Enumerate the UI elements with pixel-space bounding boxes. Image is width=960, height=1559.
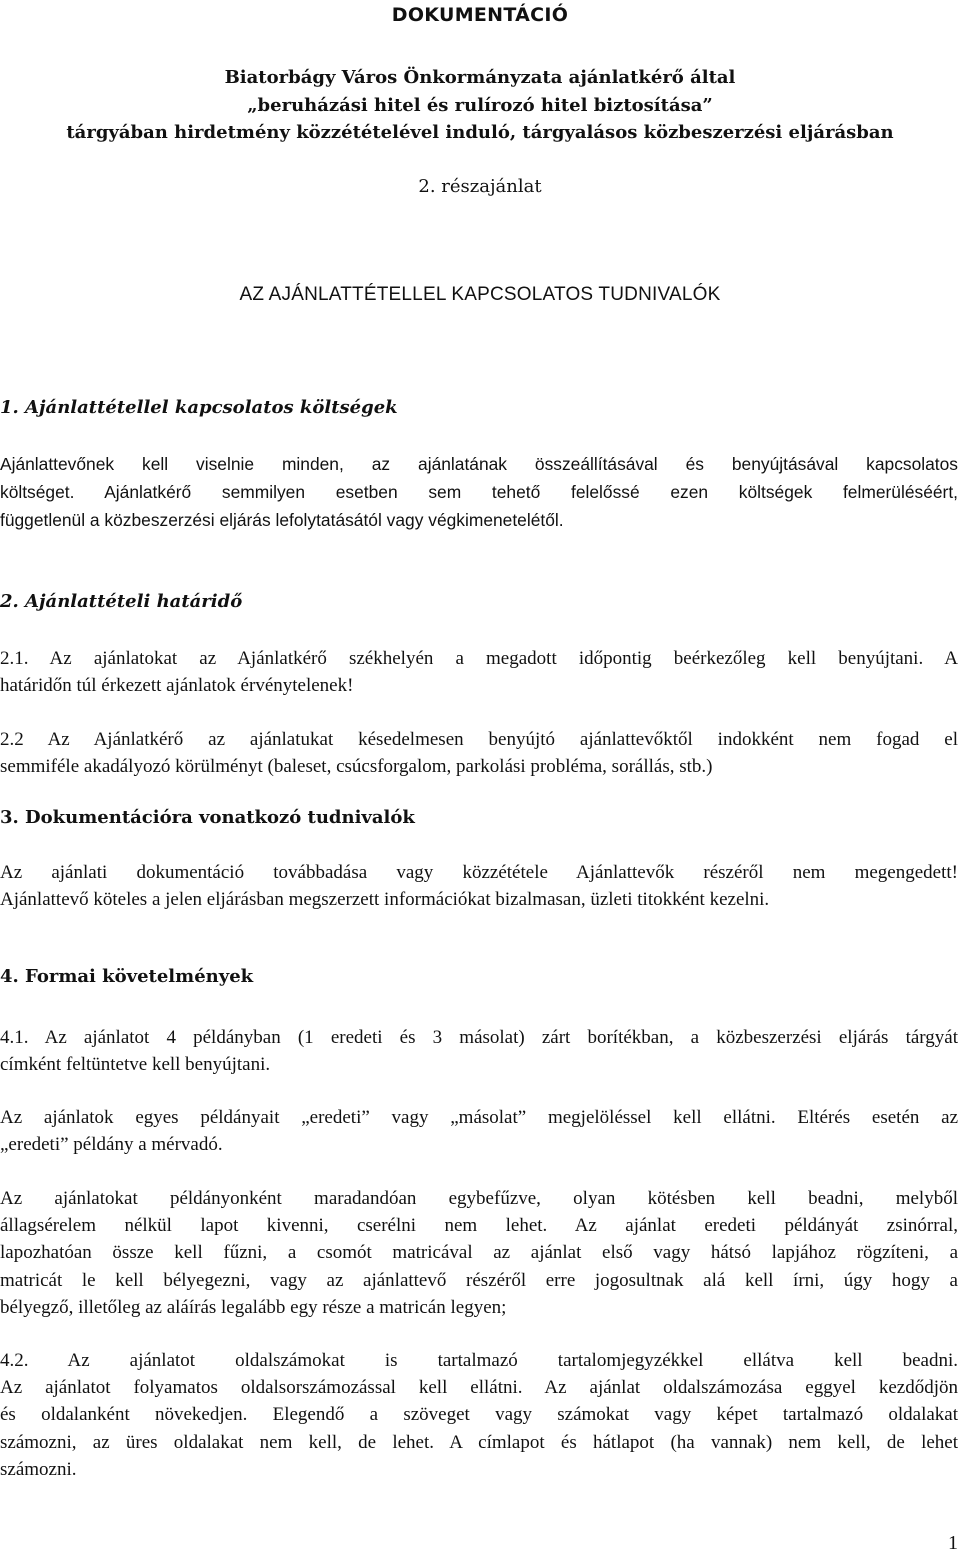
part-label: 2. részajánlat <box>418 176 542 197</box>
paragraph-costs <box>0 450 958 534</box>
text-line: számozni. <box>0 1458 77 1480</box>
text-line: költséget. Ajánlatkérő semmilyen esetben sem tehető felelőssé ezen költségek felmerüléséért, <box>0 482 958 502</box>
paragraph-4-2 <box>0 1347 958 1483</box>
section-heading-formal-requirements: 4. Formai követelmények <box>0 966 254 987</box>
text-line: Ajánlattevőnek kell viselnie minden, az ajánlatának összeállításával és benyújtásával kapcsolatos <box>0 454 958 474</box>
intro-line-procedure: tárgyában hirdetmény közzétételével induló, tárgyalásos közbeszerzési eljárásban <box>66 122 894 143</box>
text-line: Az ajánlatot folyamatos oldalsorszámozással kell ellátni. Az ajánlat oldalszámozása eggyel kezdődjön <box>0 1377 958 1399</box>
paragraph-documentation <box>0 859 958 913</box>
text-line: semmiféle akadályozó körülményt (baleset, csúcsforgalom, parkolási probléma, sorállás, stb.) <box>0 756 713 778</box>
text-line: bélyegző, illetőleg az aláírás legalább egy része a matricán legyen; <box>0 1296 507 1318</box>
text-line: számozni, az üres oldalakat nem kell, de lehet. A címlapot és hátlapot (ha vannak) nem kell, de lehet <box>0 1431 958 1453</box>
text-line: Az ajánlatokat példányonként maradandóan egybefűzve, olyan kötésben kell beadni, melyből <box>0 1188 958 1209</box>
text-line: 4.2. Az ajánlatot oldalszámokat is tartalmazó tartalomjegyzékkel ellátva kell beadni. <box>0 1350 958 1371</box>
paragraph-2-2 <box>0 726 958 780</box>
section-heading-costs: 1. Ajánlattétellel kapcsolatos költségek <box>0 397 398 418</box>
text-line: függetlenül a közbeszerzési eljárás lefolytatásától vagy végkimenetelétől. <box>0 510 564 530</box>
text-line: 4.1. Az ajánlatot 4 példányban (1 eredeti és 3 másolat) zárt borítékban, a közbeszerzési eljárás tárgyát <box>0 1027 958 1048</box>
section-heading-deadline: 2. Ajánlattételi határidő <box>0 591 243 612</box>
section-heading-documentation: 3. Dokumentációra vonatkozó tudnivalók <box>0 807 415 828</box>
text-line: Az ajánlatok egyes példányait „eredeti” vagy „másolat” megjelöléssel kell ellátni. Eltérés esetén az <box>0 1107 958 1128</box>
text-line: matricát le kell bélyegezni, vagy az ajánlattevő részéről erre jogosultnak alá kell írni, úgy hogy a <box>0 1269 958 1291</box>
intro-line-subject: „beruházási hitel és rulírozó hitel biztosítása” <box>247 95 713 116</box>
text-line: „eredeti” példány a mérvadó. <box>0 1134 223 1156</box>
text-line: 2.2 Az Ajánlatkérő az ajánlatukat késedelmesen benyújtó ajánlattevőktől indokként nem fogad el <box>0 729 958 750</box>
text-line: állagsérelem nélkül lapot kivenni, cserélni nem lehet. Az ajánlat eredeti példányát zsinórral, <box>0 1215 958 1237</box>
paragraph-4-1 <box>0 1024 958 1078</box>
section-subtitle: AZ AJÁNLATTÉTELLEL KAPCSOLATOS TUDNIVALÓK <box>239 284 721 305</box>
paragraph-2-1 <box>0 645 958 699</box>
paragraph-binding <box>0 1185 958 1321</box>
text-line: és oldalanként növekedjen. Elegendő a szöveget vagy számokat vagy képet tartalmazó oldalakat <box>0 1404 958 1426</box>
intro-line-issuer: Biatorbágy Város Önkormányzata ajánlatkérő által <box>224 67 736 88</box>
text-line: határidőn túl érkezett ajánlatok érvénytelenek! <box>0 675 354 697</box>
paragraph-copies <box>0 1104 958 1158</box>
text-line: Az ajánlati dokumentáció továbbadása vagy közzététele Ajánlattevők részéről nem megengedett! <box>0 862 958 883</box>
text-line: lapozhatóan össze kell fűzni, a csomót matricával az ajánlat első vagy hátsó lapjához rögzíteni, a <box>0 1242 958 1264</box>
document-title: DOKUMENTÁCIÓ <box>391 4 569 26</box>
text-line: címként feltüntetve kell benyújtani. <box>0 1054 271 1076</box>
text-line: 2.1. Az ajánlatokat az Ajánlatkérő székhelyén a megadott időpontig beérkezőleg kell benyújtani. A <box>0 648 958 669</box>
text-line: Ajánlattevő köteles a jelen eljárásban megszerzett információkat bizalmasan, üzleti titokként kezelni. <box>0 889 770 911</box>
page-number: 1 <box>948 1532 958 1554</box>
